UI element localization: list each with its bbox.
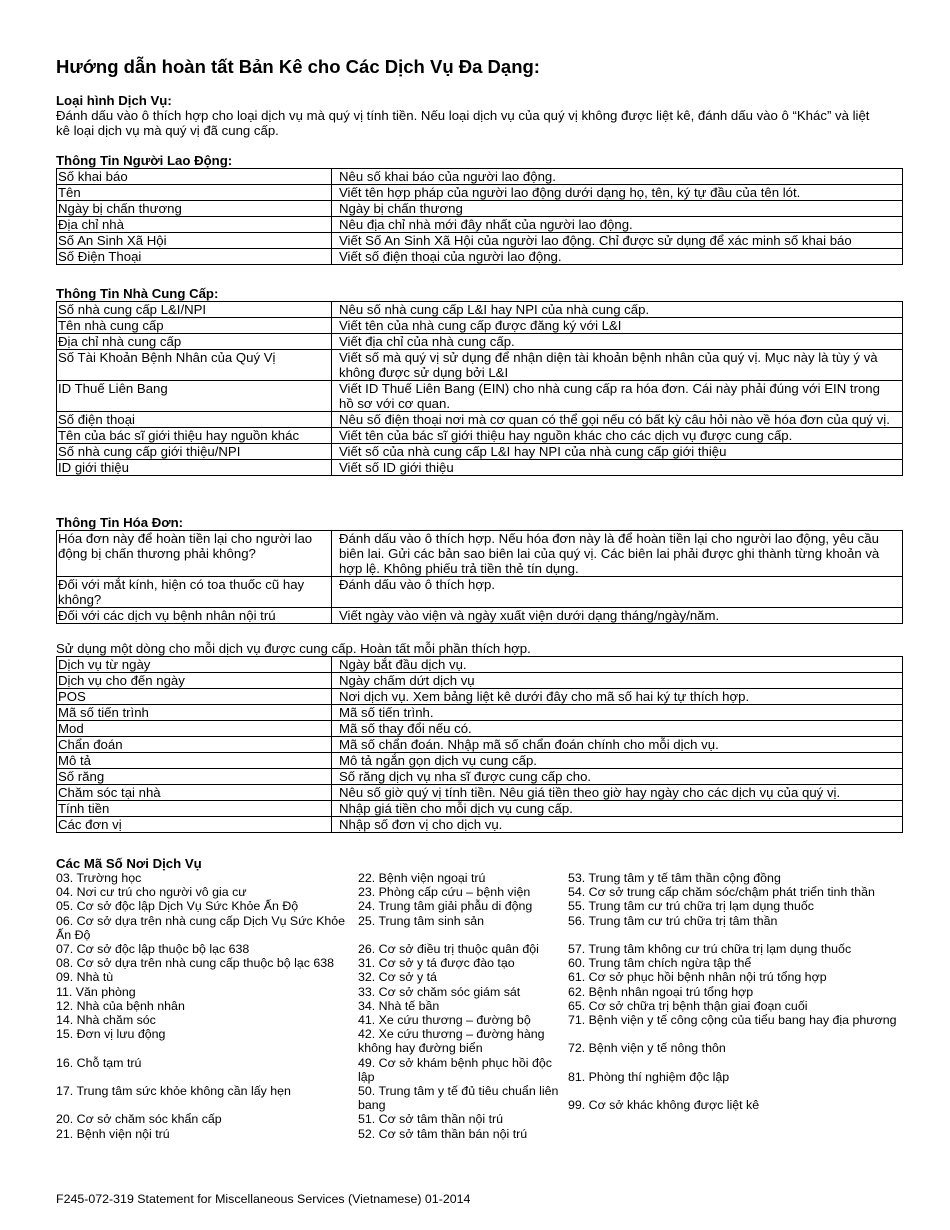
row-description: Mã số thay đổi nếu có. <box>332 721 903 737</box>
page-title: Hướng dẫn hoàn tất Bản Kê cho Các Dịch Vụ Đa Dạng: <box>56 56 540 77</box>
table-row <box>57 531 903 577</box>
row-label: POS <box>57 689 332 705</box>
table-row <box>57 318 903 334</box>
pos-code-item: 81. Phòng thí nghiệm độc lập <box>568 1069 730 1084</box>
table-row <box>57 444 903 460</box>
row-description: Nhập giá tiền cho mỗi dịch vụ cung cấp. <box>332 801 903 817</box>
pos-code-item: 12. Nhà của bệnh nhân <box>56 998 185 1013</box>
table-row <box>57 169 903 185</box>
service-type-text: Đánh dấu vào ô thích hợp cho loại dịch vụ mà quý vị tính tiền. Nếu loại dịch vụ của quý vị không được liệt kê, đánh dấu vào ô “Khác” và liệt kê loại dịch vụ mà quý vị đã cung cấp. <box>56 108 870 138</box>
row-description: Đánh dấu vào ô thích hợp. <box>332 577 903 608</box>
row-description: Nêu địa chỉ nhà mới đây nhất của người lao động. <box>332 217 903 233</box>
pos-codes-column-2 <box>358 871 568 1141</box>
row-description: Ngày bị chấn thương <box>332 201 903 217</box>
table-row <box>57 412 903 428</box>
row-label: Đối với mắt kính, hiện có toa thuốc cũ hay không? <box>57 577 332 608</box>
pos-code-item: 31. Cơ sở y tá được đào tạo <box>358 956 515 971</box>
pos-code-item: 23. Phòng cấp cứu – bệnh viện <box>358 885 531 900</box>
pos-code-item: 52. Cơ sở tâm thần bán nội trú <box>358 1126 528 1141</box>
row-description: Viết tên của bác sĩ giới thiệu hay nguồn khác cho các dịch vụ được cung cấp. <box>332 428 903 444</box>
row-description: Ngày chấm dứt dịch vụ <box>332 673 903 689</box>
row-label: Tên nhà cung cấp <box>57 318 332 334</box>
provider-table <box>56 301 903 476</box>
row-description: Mô tả ngắn gọn dịch vụ cung cấp. <box>332 753 903 769</box>
table-row <box>57 428 903 444</box>
row-description: Viết ID Thuế Liên Bang (EIN) cho nhà cung cấp ra hóa đơn. Cái này phải đúng với EIN trong hồ sơ với cơ quan. <box>332 381 903 412</box>
row-description: Nêu số giờ quý vị tính tiền. Nêu giá tiền theo giờ hay ngày cho các dịch vụ của quý vị. <box>332 785 903 801</box>
table-row <box>57 185 903 201</box>
row-description: Nêu số điện thoại nơi mà cơ quan có thể gọi nếu có bất kỳ câu hỏi nào về hóa đơn của quý vị. <box>332 412 903 428</box>
pos-codes-section <box>56 857 904 1141</box>
row-description: Viết địa chỉ của nhà cung cấp. <box>332 334 903 350</box>
table-row <box>57 785 903 801</box>
pos-codes-heading: Các Mã Số Nơi Dịch Vụ <box>56 856 202 871</box>
pos-code-item: 22. Bệnh viện ngoại trú <box>358 871 486 885</box>
pos-code-item: 72. Bệnh viện y tế nông thôn <box>568 1041 726 1056</box>
row-label: Số An Sinh Xã Hội <box>57 233 332 249</box>
row-label: Tên <box>57 185 332 201</box>
row-description: Viết tên hợp pháp của người lao động dưới dạng họ, tên, ký tự đầu của tên lót. <box>332 185 903 201</box>
pos-code-item: 49. Cơ sở khám bệnh phục hồi độc lập <box>358 1055 552 1084</box>
row-description: Nơi dịch vụ. Xem bảng liệt kê dưới đây cho mã số hai ký tự thích hợp. <box>332 689 903 705</box>
row-label: Dịch vụ cho đến ngày <box>57 673 332 689</box>
pos-code-item: 17. Trung tâm sức khỏe không cần lấy hẹn <box>56 1084 291 1099</box>
provider-heading: Thông Tin Nhà Cung Cấp: <box>56 286 219 301</box>
pos-code-item: 51. Cơ sở tâm thần nội trú <box>358 1112 504 1127</box>
pos-codes-column-3 <box>568 871 904 1141</box>
row-description: Viết số mà quý vị sử dụng để nhận diện tài khoản bệnh nhân của quý vị. Mục này là tùy ý và không được sử dụng bởi L&I <box>332 350 903 381</box>
row-description: Mã số chẩn đoán. Nhập mã số chẩn đoán chính cho mỗi dịch vụ. <box>332 737 903 753</box>
table-row <box>57 673 903 689</box>
table-row <box>57 201 903 217</box>
table-row <box>57 460 903 476</box>
row-label: ID Thuế Liên Bang <box>57 381 332 412</box>
pos-code-item: 71. Bệnh viện y tế công cộng của tiểu bang hay địa phương <box>568 1013 897 1028</box>
row-label: Số Điện Thoại <box>57 249 332 265</box>
row-label: Số răng <box>57 769 332 785</box>
row-description: Nêu số nhà cung cấp L&I hay NPI của nhà cung cấp. <box>332 302 903 318</box>
worker-section <box>56 153 904 265</box>
form-footer: F245-072-319 Statement for Miscellaneous Services (Vietnamese) 01-2014 <box>56 1192 471 1206</box>
table-row <box>57 705 903 721</box>
pos-code-item: 21. Bệnh viện nội trú <box>56 1126 170 1141</box>
table-row <box>57 737 903 753</box>
row-label: Địa chỉ nhà <box>57 217 332 233</box>
row-label: Mã số tiến trình <box>57 705 332 721</box>
pos-code-item: 03. Trường học <box>56 871 142 885</box>
pos-code-item: 25. Trung tâm sinh sản <box>358 913 485 928</box>
service-type-section <box>56 93 904 138</box>
pos-code-item: 26. Cơ sở điều trị thuộc quân đội <box>358 942 539 956</box>
pos-code-item: 05. Cơ sở độc lập Dịch Vụ Sức Khỏe Ấn Độ <box>56 899 299 914</box>
row-description: Viết số ID giới thiệu <box>332 460 903 476</box>
pos-code-item: 42. Xe cứu thương – đường hàng không hay đường biển <box>358 1027 545 1056</box>
pos-code-item: 61. Cơ sở phục hồi bệnh nhân nội trú tổng hợp <box>568 970 827 985</box>
service-lines-intro: Sử dụng một dòng cho mỗi dịch vụ được cung cấp. Hoàn tất mỗi phần thích hợp. <box>56 641 531 656</box>
row-label: Tính tiền <box>57 801 332 817</box>
pos-code-item: 53. Trung tâm y tế tâm thần cộng đồng <box>568 871 781 885</box>
worker-table <box>56 168 903 265</box>
pos-code-item: 41. Xe cứu thương – đường bộ <box>358 1013 531 1028</box>
row-description: Viết tên của nhà cung cấp được đăng ký với L&I <box>332 318 903 334</box>
pos-codes-column-1 <box>56 871 358 1141</box>
row-description: Mã số tiến trình. <box>332 705 903 721</box>
worker-heading: Thông Tin Người Lao Động: <box>56 153 233 168</box>
pos-code-item: 60. Trung tâm chích ngừa tập thể <box>568 956 752 971</box>
table-row <box>57 577 903 608</box>
row-label: Các đơn vị <box>57 817 332 833</box>
table-row <box>57 801 903 817</box>
table-row <box>57 381 903 412</box>
row-label: Chăm sóc tại nhà <box>57 785 332 801</box>
table-row <box>57 657 903 673</box>
table-row <box>57 249 903 265</box>
pos-code-item: 56. Trung tâm cư trú chữa trị tâm thần <box>568 913 778 928</box>
pos-code-item: 04. Nơi cư trú cho người vô gia cư <box>56 885 247 900</box>
row-label: Đối với các dịch vụ bệnh nhân nội trú <box>57 608 332 624</box>
pos-code-item: 14. Nhà chăm sóc <box>56 1013 156 1028</box>
row-label: Số Tài Khoản Bệnh Nhân của Quý Vị <box>57 350 332 381</box>
row-description: Viết số điện thoại của người lao động. <box>332 249 903 265</box>
provider-section <box>56 286 904 476</box>
row-description: Nêu số khai báo của người lao động. <box>332 169 903 185</box>
service-lines-section <box>56 641 904 833</box>
pos-code-item: 20. Cơ sở chăm sóc khẩn cấp <box>56 1112 222 1127</box>
service-type-heading: Loại hình Dịch Vụ: <box>56 93 172 108</box>
table-row <box>57 334 903 350</box>
row-label: Tên của bác sĩ giới thiệu hay nguồn khác <box>57 428 332 444</box>
table-row <box>57 217 903 233</box>
pos-code-item: 07. Cơ sở độc lập thuộc bộ lạc 638 <box>56 942 250 957</box>
pos-code-item: 57. Trung tâm không cư trú chữa trị lạm dụng thuốc <box>568 942 852 956</box>
row-label: Số nhà cung cấp L&I/NPI <box>57 302 332 318</box>
row-description: Viết Số An Sinh Xã Hội của người lao động. Chỉ được sử dụng để xác minh số khai báo <box>332 233 903 249</box>
row-label: Chẩn đoán <box>57 737 332 753</box>
row-description: Viết ngày vào viện và ngày xuất viện dưới dạng tháng/ngày/năm. <box>332 608 903 624</box>
pos-code-item: 34. Nhà tế bần <box>358 998 440 1013</box>
pos-code-item: 50. Trung tâm y tế đủ tiêu chuẩn liên bang <box>358 1084 559 1113</box>
table-row <box>57 721 903 737</box>
table-row <box>57 350 903 381</box>
pos-code-item: 11. Văn phòng <box>56 984 136 999</box>
row-label: Số điện thoại <box>57 412 332 428</box>
row-label: Dịch vụ từ ngày <box>57 657 332 673</box>
pos-code-item: 99. Cơ sở khác không được liệt kê <box>568 1098 760 1113</box>
row-description: Nhập số đơn vị cho dịch vụ. <box>332 817 903 833</box>
table-row <box>57 753 903 769</box>
billing-heading: Thông Tin Hóa Đơn: <box>56 515 184 530</box>
pos-code-item: 55. Trung tâm cư trú chữa trị lạm dụng thuốc <box>568 899 814 914</box>
pos-code-item: 54. Cơ sở trung cấp chăm sóc/chậm phát triển tinh thần <box>568 885 875 900</box>
row-label: ID giới thiệu <box>57 460 332 476</box>
service-lines-table <box>56 656 903 833</box>
table-row <box>57 817 903 833</box>
row-label: Mod <box>57 721 332 737</box>
billing-section <box>56 515 904 624</box>
pos-code-item: 32. Cơ sở y tá <box>358 970 437 985</box>
table-row <box>57 608 903 624</box>
table-row <box>57 769 903 785</box>
billing-table <box>56 530 903 624</box>
table-row <box>57 689 903 705</box>
table-row <box>57 233 903 249</box>
row-label: Địa chỉ nhà cung cấp <box>57 334 332 350</box>
pos-code-item: 33. Cơ sở chăm sóc giám sát <box>358 984 521 999</box>
row-label: Số khai báo <box>57 169 332 185</box>
pos-code-item: 08. Cơ sở dựa trên nhà cung cấp thuộc bộ lạc 638 <box>56 956 335 971</box>
row-label: Hóa đơn này để hoàn tiền lại cho người lao động bị chấn thương phải không? <box>57 531 332 577</box>
row-description: Viết số của nhà cung cấp L&I hay NPI của nhà cung cấp giới thiệu <box>332 444 903 460</box>
table-row <box>57 302 903 318</box>
row-label: Số nhà cung cấp giới thiệu/NPI <box>57 444 332 460</box>
pos-code-item: 15. Đơn vị lưu động <box>56 1027 166 1042</box>
pos-code-item: 65. Cơ sở chữa trị bệnh thận giai đoạn cuối <box>568 998 808 1013</box>
pos-code-item: 06. Cơ sở dựa trên nhà cung cấp Dịch Vụ Sức Khỏe Ấn Độ <box>56 913 346 942</box>
pos-code-item: 24. Trung tâm giải phẫu di động <box>358 899 533 914</box>
row-label: Mô tả <box>57 753 332 769</box>
pos-code-item: 16. Chỗ tạm trú <box>56 1055 142 1070</box>
pos-code-item: 09. Nhà tù <box>56 970 114 985</box>
pos-code-item: 62. Bệnh nhân ngoại trú tổng hợp <box>568 984 754 999</box>
row-description: Số răng dịch vụ nha sĩ được cung cấp cho. <box>332 769 903 785</box>
row-description: Đánh dấu vào ô thích hợp. Nếu hóa đơn này là để hoàn tiền lại cho người lao động, yêu cầu biên lai. Gửi các bản sao biên lai của quý vị. Các biên lai phải được ghi thành từng khoản và hợp lệ. Không phiếu trả tiền thẻ tín dụng. <box>332 531 903 577</box>
row-label: Ngày bị chấn thương <box>57 201 332 217</box>
row-description: Ngày bắt đầu dịch vụ. <box>332 657 903 673</box>
